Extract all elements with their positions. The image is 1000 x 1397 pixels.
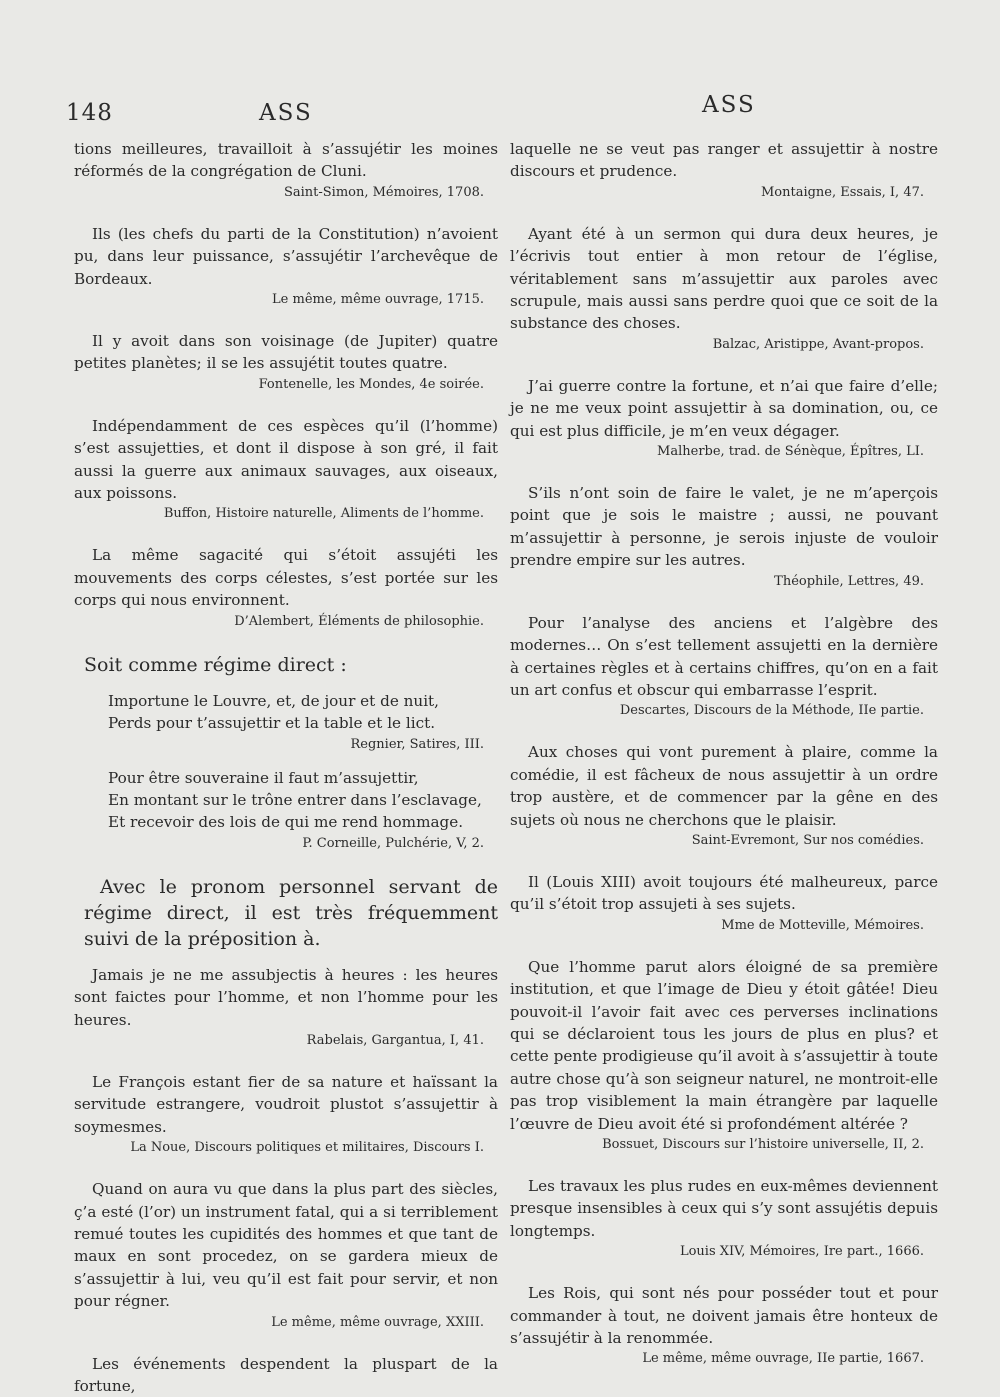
citation-source: Rabelais, Gargantua, I, 41. [306, 1032, 484, 1048]
citation-source: Saint-Simon, Mémoires, 1708. [283, 184, 484, 200]
citation-text: Il y avoit dans son voisinage (de Jupiter) quatre petites planètes; il se les assujétit toutes quatre. [74, 332, 498, 373]
verse-line: En montant sur le trône entrer dans l’esclavage, [108, 790, 482, 809]
running-head-right: ASS [702, 92, 756, 118]
citation-text: S’ils n’ont soin de faire le valet, je ne m’aperçois point que je sois le maistre ; aussi, ne pouvant m’assujettir à personne, je serois injuste de vouloir prendre empire sur les autres. [510, 484, 938, 570]
citation-text: Indépendamment de ces espèces qu’il (l’homme) s’est assujetties, et dont il dispose à son gré, il fait aussi la guerre aux animaux sauvages, aux oiseaux, aux poissons. [74, 416, 498, 503]
citation-text: J’ai guerre contre la fortune, et n’ai que faire d’elle; je ne me veux point assujettir à sa domination, ou, ce qui est plus difficile, je m’en veux dégager. [510, 376, 938, 440]
citation-text: laquelle ne se veut pas ranger et assujettir à nostre discours et prudence. [510, 140, 938, 181]
verse-line: Pour être souveraine il faut m’assujettir, [108, 768, 419, 787]
citation-text: Ils (les chefs du parti de la Constitution) n’avoient pu, dans leur puissance, s’assujétir l’archevêque de Bordeaux. [74, 224, 498, 288]
citation-text: Aux choses qui vont purement à plaire, comme la comédie, il est fâcheux de nous assujettir à un ordre trop austère, et de commencer par la gêne en des sujets où nous ne cherchons que le plaisir. [510, 743, 938, 829]
citation-text: tions meilleures, travailloit à s’assujétir les moines réformés de la congrégation de Cluni. [74, 140, 498, 181]
citation-text: Pour l’analyse des anciens et l’algèbre des modernes… On s’est tellement assujetti en la dernière à certaines règles et à certains chiffres, qu’on en a fait un art confus et obscur qui embarrasse l’esprit. [510, 613, 938, 699]
citation-text: Il (Louis XIII) avoit toujours été malheureux, parce qu’il s’étoit trop assujeti à ses sujets. [510, 872, 938, 914]
citation-source: Fontenelle, les Mondes, 4e soirée. [258, 376, 484, 392]
citation-source: Regnier, Satires, III. [350, 736, 484, 752]
citation-source: Saint-Evremont, Sur nos comédies. [691, 832, 924, 848]
citation-text: Les travaux les plus rudes en eux-mêmes deviennent presque insensibles à ceux qui s’y sont assujétis depuis longtemps. [510, 1177, 938, 1240]
citation-source: Louis XIV, Mémoires, Ire part., 1666. [679, 1244, 924, 1260]
citation-text: Les Rois, qui sont nés pour posséder tout et pour commander à tout, ne doivent jamais être honteux de s’assujétir à la renommée. [510, 1284, 938, 1348]
citation-text: Ayant été à un sermon qui dura deux heures, je l’écrivis tout entier à mon retour de l’église, véritablement sans m’assujettir aux paroles avec scrupule, mais aussi sans perdre quoi que ce soit de la substance des choses. [510, 224, 938, 333]
citation-source: Mme de Motteville, Mémoires. [721, 917, 924, 933]
citation-source: Théophile, Lettres, 49. [774, 573, 924, 589]
citation-source: Balzac, Aristippe, Avant-propos. [712, 336, 924, 352]
citation-source: D’Alembert, Éléments de philosophie. [234, 613, 484, 629]
left-column [74, 138, 498, 1397]
running-head-left: ASS [259, 100, 313, 126]
citation-text: Jamais je ne me assubjectis à heures : les heures sont faictes pour l’homme, et non l’homme pour les heures. [74, 965, 498, 1029]
citation-text: La même sagacité qui s’étoit assujéti les mouvements des corps célestes, s’est portée sur les corps qui nous environnent. [74, 546, 498, 610]
citation-source: Bossuet, Discours sur l’histoire universelle, II, 2. [602, 1137, 924, 1152]
verse-line: Et recevoir des lois de qui me rend hommage. [108, 813, 464, 832]
page-number: 148 [66, 100, 113, 126]
citation-source: P. Corneille, Pulchérie, V, 2. [302, 835, 484, 851]
citation-source: Le même, même ouvrage, XXIII. [271, 1314, 484, 1330]
usage-heading: Soit comme régime direct : [84, 653, 347, 676]
citation-source: Montaigne, Essais, I, 47. [760, 184, 924, 200]
citation-text: Quand on aura vu que dans la plus part des siècles, ç’a esté (l’or) un instrument fatal, qui a si terriblement remué toutes les cupidités des hommes et que tant de maux en sont procedez, on se gardera mieux de s’assujettir à lui, veu qu’il est fait pour servir, et non pour régner. [74, 1180, 498, 1311]
right-column [510, 138, 938, 1369]
citation-source: Buffon, Histoire naturelle, Aliments de l’homme. [163, 506, 484, 522]
usage-heading: Avec le pronom personnel servant de régime direct, il est très fréquemment suivi de la préposition à. [84, 875, 498, 950]
citation-source: Le même, même ouvrage, IIe partie, 1667. [642, 1351, 924, 1367]
citation-source: Descartes, Discours de la Méthode, IIe partie. [619, 703, 924, 719]
citation-source: La Noue, Discours politiques et militaires, Discours I. [130, 1140, 484, 1156]
verse-line: Perds pour t’assujettir et la table et le lict. [108, 714, 436, 733]
citation-text: Le François estant fier de sa nature et haïssant la servitude estrangere, voudroit plustot s’assujettir à soymesmes. [74, 1072, 498, 1136]
citation-source: Le même, même ouvrage, 1715. [272, 292, 484, 308]
verse-line: Importune le Louvre, et, de jour et de nuit, [108, 691, 439, 710]
citation-text: Les événements despendent la pluspart de la fortune, [74, 1354, 498, 1395]
citation-text: Que l’homme parut alors éloigné de sa première institution, et que l’image de Dieu y étoit gâtée! Dieu pouvoit-il l’avoir fait avec ces perverses inclinations qui se déclaroient tous les jours de plus en plus? et cette pente prodigieuse qu’il avoit à s’assujettir à toute autre chose qu’à son seigneur naturel, ne montroit-elle pas trop visiblement la main étrangère par laquelle l’œuvre de Dieu avoit été si profondément altérée ? [510, 957, 938, 1133]
citation-source: Malherbe, trad. de Sénèque, Épîtres, LI. [657, 444, 924, 460]
